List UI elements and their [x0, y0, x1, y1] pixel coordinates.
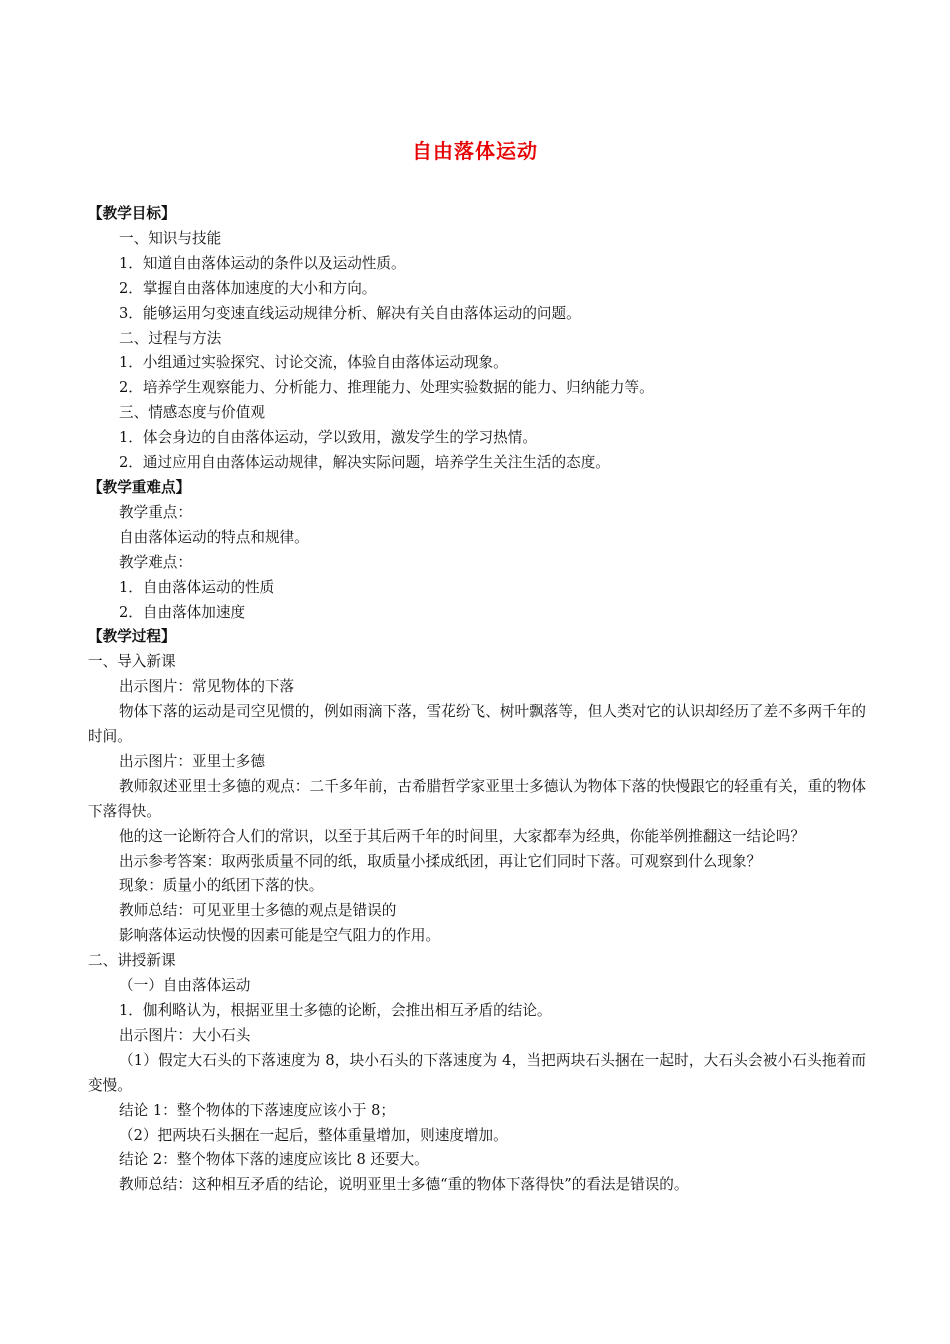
page-title: 自由落体运动 [412, 139, 538, 163]
paragraph: 2．培养学生观察能力、分析能力、推理能力、处理实验数据的能力、归纳能力等。 [119, 379, 654, 397]
paragraph: 1．知道自由落体运动的条件以及运动性质。 [119, 254, 406, 272]
paragraph: 教学难点： [119, 553, 192, 571]
paragraph: 教师总结：这种相互矛盾的结论，说明亚里士多德“重的物体下落得快”的看法是错误的。 [119, 1176, 689, 1194]
paragraph: 3．能够运用匀变速直线运动规律分析、解决有关自由落体运动的问题。 [119, 304, 581, 322]
paragraph: 二、过程与方法 [119, 329, 222, 347]
document-body [88, 202, 866, 1198]
paragraph: 1．自由落体运动的性质 [119, 578, 275, 596]
section-heading: 【教学过程】 [88, 628, 176, 646]
paragraph: 2．通过应用自由落体运动规律，解决实际问题，培养学生关注生活的态度。 [119, 454, 610, 472]
paragraph: （1）假定大石头的下落速度为 8，块小石头的下落速度为 4，当把两块石头捆在一起时，大石头会被小石头拖着而变慢。 [88, 1051, 866, 1094]
paragraph: 现象：质量小的纸团下落的快。 [119, 877, 324, 895]
paragraph: 结论 1：整个物体的下落速度应该小于 8； [119, 1101, 395, 1119]
paragraph: （一）自由落体运动 [119, 977, 251, 995]
paragraph: 二、讲授新课 [88, 952, 176, 970]
section-heading: 【教学目标】 [88, 205, 176, 222]
paragraph: 三、情感态度与价值观 [119, 404, 265, 422]
paragraph: 1．伽利略认为，根据亚里士多德的论断，会推出相互矛盾的结论。 [119, 1002, 552, 1019]
paragraph: 出示参考答案：取两张质量不同的纸，取质量小揉成纸团，再让它们同时下落。可观察到什么现象？ [119, 852, 762, 870]
paragraph: 出示图片：大小石头 [119, 1026, 251, 1044]
paragraph: 结论 2：整个物体下落的速度应该比 8 还要大。 [119, 1151, 429, 1169]
paragraph: 出示图片：常见物体的下落 [119, 678, 295, 696]
paragraph: 出示图片：亚里士多德 [119, 752, 265, 770]
paragraph: 2．自由落体加速度 [119, 603, 246, 621]
paragraph: 1．体会身边的自由落体运动，学以致用，激发学生的学习热情。 [119, 429, 537, 447]
paragraph: 影响落体运动快慢的因素可能是空气阻力的作用。 [119, 927, 441, 945]
section-heading: 【教学重难点】 [88, 478, 191, 496]
paragraph: 教师叙述亚里士多德的观点：二千多年前，古希腊哲学家亚里士多德认为物体下落的快慢跟它的轻重有关，重的物体下落得快。 [88, 777, 866, 820]
paragraph: （2）把两块石头捆在一起后，整体重量增加，则速度增加。 [119, 1126, 508, 1144]
paragraph: 一、导入新课 [88, 653, 176, 671]
paragraph: 自由落体运动的特点和规律。 [119, 528, 309, 546]
paragraph: 1．小组通过实验探究、讨论交流，体验自由落体运动现象。 [119, 354, 508, 372]
paragraph: 一、知识与技能 [119, 229, 222, 247]
paragraph: 2．掌握自由落体加速度的大小和方向。 [119, 279, 377, 297]
paragraph: 他的这一论断符合人们的常识，以至于其后两千年的时间里，大家都奉为经典，你能举例推翻这一结论吗？ [119, 827, 805, 845]
paragraph: 物体下落的运动是司空见惯的，例如雨滴下落，雪花纷飞、树叶飘落等，但人类对它的认识却经历了差不多两千年的时间。 [88, 703, 866, 746]
paragraph: 教师总结：可见亚里士多德的观点是错误的 [119, 902, 397, 920]
paragraph: 教学重点： [119, 503, 192, 521]
